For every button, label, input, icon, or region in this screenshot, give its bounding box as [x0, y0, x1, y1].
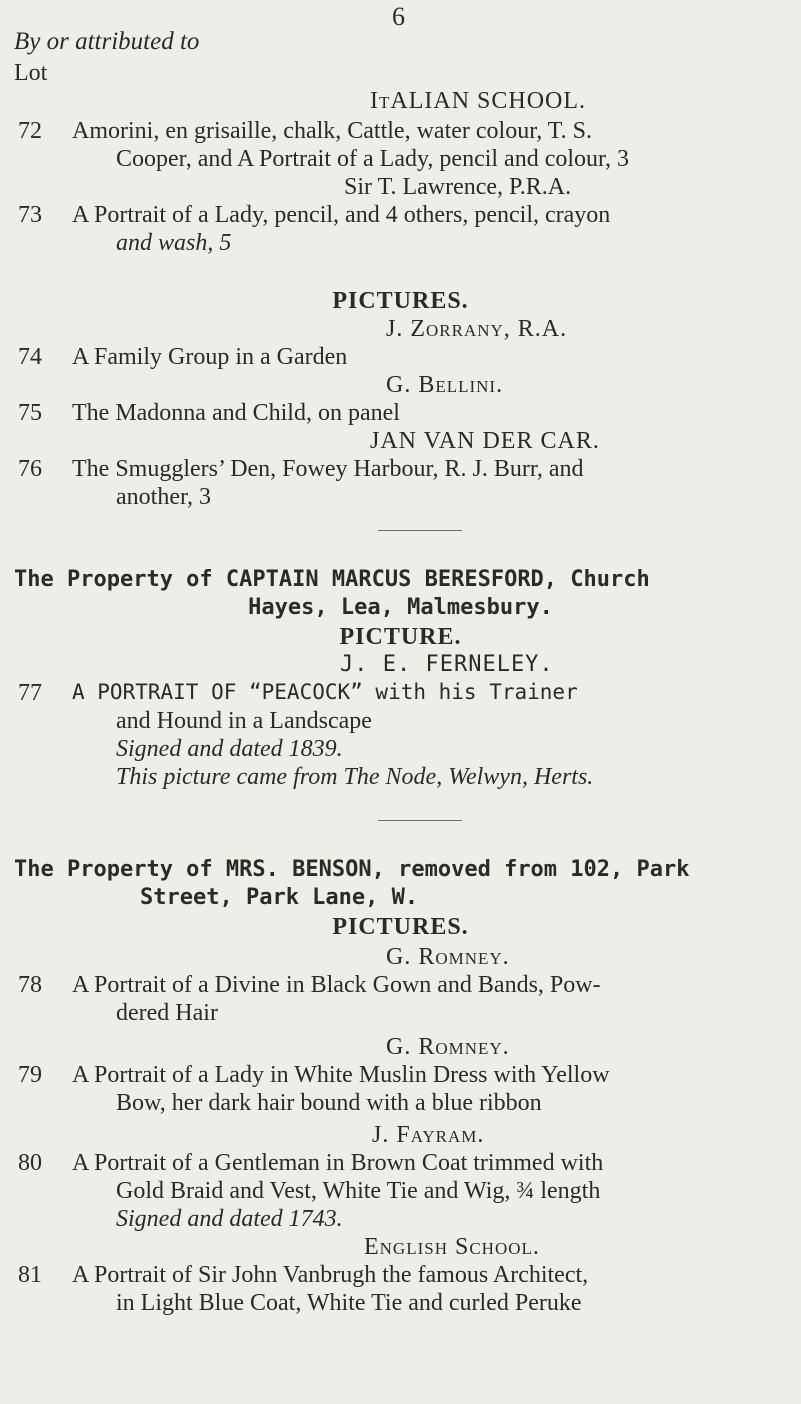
italian-school-heading: ItALIAN SCHOOL. — [370, 88, 587, 114]
lot-76-line-1: The Smugglers’ Den, Fowey Harbour, R. J. Burr, and — [72, 456, 584, 482]
artist-zoffany: J. Zorrany, R.A. — [386, 316, 568, 342]
picture-heading: PICTURE. — [339, 624, 462, 650]
artist-romney: G. Romney. — [386, 1034, 510, 1060]
lot-80-line-2: Gold Braid and Vest, White Tie and Wig, ¾ length — [116, 1178, 601, 1204]
header-attribution: By or attributed to — [14, 28, 200, 55]
lot-80-line-3: Signed and dated 1743. — [116, 1206, 343, 1232]
lot-number: 80 — [18, 1150, 42, 1176]
beresford-property-line-1: The Property of CAPTAIN MARCUS BERESFORD, Church — [14, 567, 650, 592]
lot-number: 81 — [18, 1262, 42, 1288]
lot-number: 78 — [18, 972, 42, 998]
lot-75-title: The Madonna and Child, on panel — [72, 400, 400, 426]
lot-73-line-1: A Portrait of a Lady, pencil, and 4 others, pencil, crayon — [72, 202, 611, 228]
lot-81-line-2: in Light Blue Coat, White Tie and curled Peruke — [116, 1290, 582, 1316]
lot-77-line-4: This picture came from The Node, Welwyn, Herts. — [116, 764, 594, 790]
lot-77-line-1: A PORTRAIT OF “PEACOCK” with his Trainer — [72, 680, 578, 704]
beresford-property-line-2: Hayes, Lea, Malmesbury. — [248, 595, 553, 620]
lot-73-line-2: and wash, 5 — [116, 230, 232, 256]
lot-78-line-1: A Portrait of a Divine in Black Gown and Bands, Pow- — [72, 972, 601, 998]
lot-77-line-3: Signed and dated 1839. — [116, 736, 343, 762]
section-divider — [378, 820, 462, 821]
lot-78-line-2: dered Hair — [116, 1000, 218, 1026]
lot-number: 76 — [18, 456, 42, 482]
artist-ferneley: J. E. FERNELEY. — [340, 652, 554, 677]
artist-van-der-car: JAN VAN DER CAR. — [370, 428, 600, 454]
lot-number: 73 — [18, 202, 42, 228]
lot-81-line-1: A Portrait of Sir John Vanbrugh the famous Architect, — [72, 1262, 589, 1288]
lot-number: 74 — [18, 344, 42, 370]
page-number: 6 — [392, 2, 405, 31]
section-divider — [378, 530, 462, 531]
lot-72-line-1: Amorini, en grisaille, chalk, Cattle, water colour, T. S. — [72, 118, 593, 144]
lot-76-line-2: another, 3 — [116, 484, 212, 510]
artist-bellini: G. Bellini. — [386, 372, 504, 398]
lot-number: 79 — [18, 1062, 42, 1088]
benson-property-line-1: The Property of MRS. BENSON, removed from 102, Park — [14, 857, 690, 882]
pictures-heading: PICTURES. — [332, 288, 469, 314]
lot-number: 75 — [18, 400, 42, 426]
lot-79-line-2: Bow, her dark hair bound with a blue ribbon — [116, 1090, 542, 1116]
lot-79-line-1: A Portrait of a Lady in White Muslin Dress with Yellow — [72, 1062, 610, 1088]
lot-80-line-1: A Portrait of a Gentleman in Brown Coat trimmed with — [72, 1150, 604, 1176]
pictures-heading: PICTURES. — [332, 914, 469, 940]
lot-label: Lot — [14, 60, 48, 86]
lot-number: 77 — [18, 680, 42, 706]
lot-74-title: A Family Group in a Garden — [72, 344, 348, 370]
artist-fayram: J. Fayram. — [372, 1122, 485, 1148]
lot-77-line-2: and Hound in a Landscape — [116, 708, 372, 734]
lot-72-line-2: Cooper, and A Portrait of a Lady, pencil and colour, 3 — [116, 146, 630, 172]
benson-property-line-2: Street, Park Lane, W. — [140, 885, 419, 910]
english-school-heading: English School. — [364, 1234, 540, 1260]
lot-number: 72 — [18, 118, 42, 144]
lot-72-line-3: Sir T. Lawrence, P.R.A. — [344, 174, 572, 200]
artist-romney: G. Romney. — [386, 944, 510, 970]
